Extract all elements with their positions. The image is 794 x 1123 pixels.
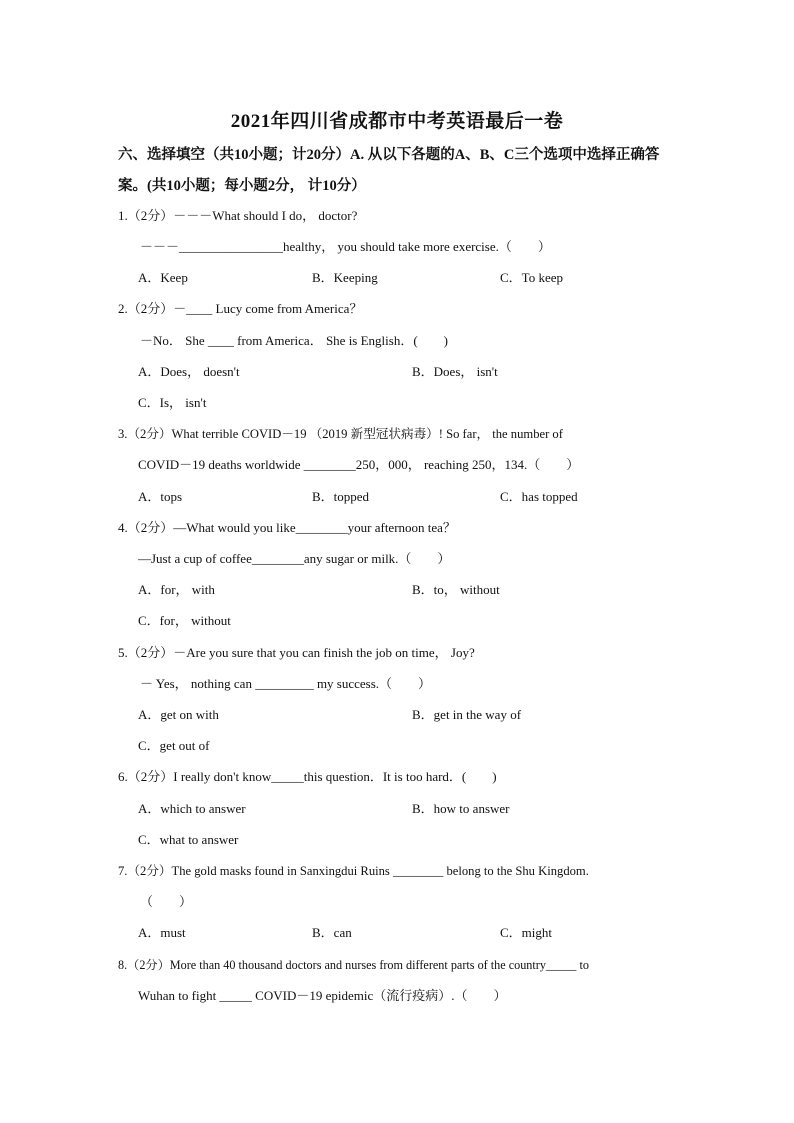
question-2-option-c: C．Is， isn't [138, 395, 207, 410]
question-1-option-c: C．To keep [500, 270, 563, 285]
question-2-option-a: A．Does， doesn't [138, 364, 240, 379]
question-5-stem: 5.（2分）－Are you sure that you can finish the job on time， Joy? [118, 645, 475, 660]
question-3-stem: 3.（2分）What terrible COVID－19 （2019 新型冠状病毒）! So far， the number of [118, 427, 563, 441]
question-8-stem: 8.（2分）More than 40 thousand doctors and nurses from different parts of the country_____ to [118, 958, 589, 972]
question-3-option-a: A．tops [138, 489, 183, 504]
question-1-option-a: A．Keep [138, 270, 188, 285]
question-7-option-c: C．might [500, 925, 553, 940]
question-4-stem: 4.（2分）—What would you like________your afternoon tea？ [118, 520, 456, 535]
question-5-option-a: A．get on with [138, 707, 219, 722]
question-7-option-b: B．can [312, 925, 352, 940]
question-2-stem: 2.（2分）－____ Lucy come from America？ [118, 301, 363, 316]
question-7-stem: 7.（2分）The gold masks found in Sanxingdui Ruins ________ belong to the Shu Kingdom. [118, 864, 589, 878]
question-3-option-b: B．topped [312, 489, 370, 504]
question-4-option-c: C．for， without [138, 613, 231, 628]
question-8-line-2: Wuhan to fight _____ COVID－19 epidemic（流行疫病）.（ ） [138, 988, 507, 1003]
question-6-option-b: B．how to answer [412, 801, 510, 816]
question-3-option-c: C．has topped [500, 489, 578, 504]
question-4-option-b: B．to， without [412, 582, 500, 597]
question-4-option-a: A．for， with [138, 582, 215, 597]
question-6-stem: 6.（2分）I really don't know_____this question．It is too hard．( ) [118, 769, 497, 784]
question-2-line-2: －No． She ____ from America． She is English．( ) [140, 333, 448, 348]
question-1-option-b: B．Keeping [312, 270, 378, 285]
question-2-option-b: B．Does， isn't [412, 364, 498, 379]
question-1-stem: 1.（2分）－－－What should I do， doctor? [118, 208, 358, 223]
section-heading-line-1: 六、选择填空（共10小题；计20分）A. 从以下各题的A、B、C三个选项中选择正确答 [118, 147, 660, 163]
question-6-option-a: A．which to answer [138, 801, 246, 816]
question-5-option-c: C．get out of [138, 738, 210, 753]
question-3-line-2: COVID－19 deaths worldwide ________250，000， reaching 250，134.（ ） [138, 457, 580, 472]
question-5-option-b: B．get in the way of [412, 707, 522, 722]
question-7-option-a: A．must [138, 925, 186, 940]
page-title: 2021年四川省成都市中考英语最后一卷 [230, 111, 564, 132]
question-7-line-2: （ ） [140, 894, 193, 909]
question-6-option-c: C．what to answer [138, 832, 239, 847]
question-4-line-2: —Just a cup of coffee________any sugar or milk.（ ） [138, 551, 451, 566]
question-1-line-2: －－－________________healthy， you should take more exercise.（ ） [140, 239, 551, 254]
question-5-line-2: － Yes， nothing can _________ my success.（ ） [140, 676, 432, 691]
section-heading-line-2: 案。(共10小题；每小题2分， 计10分） [118, 178, 366, 194]
